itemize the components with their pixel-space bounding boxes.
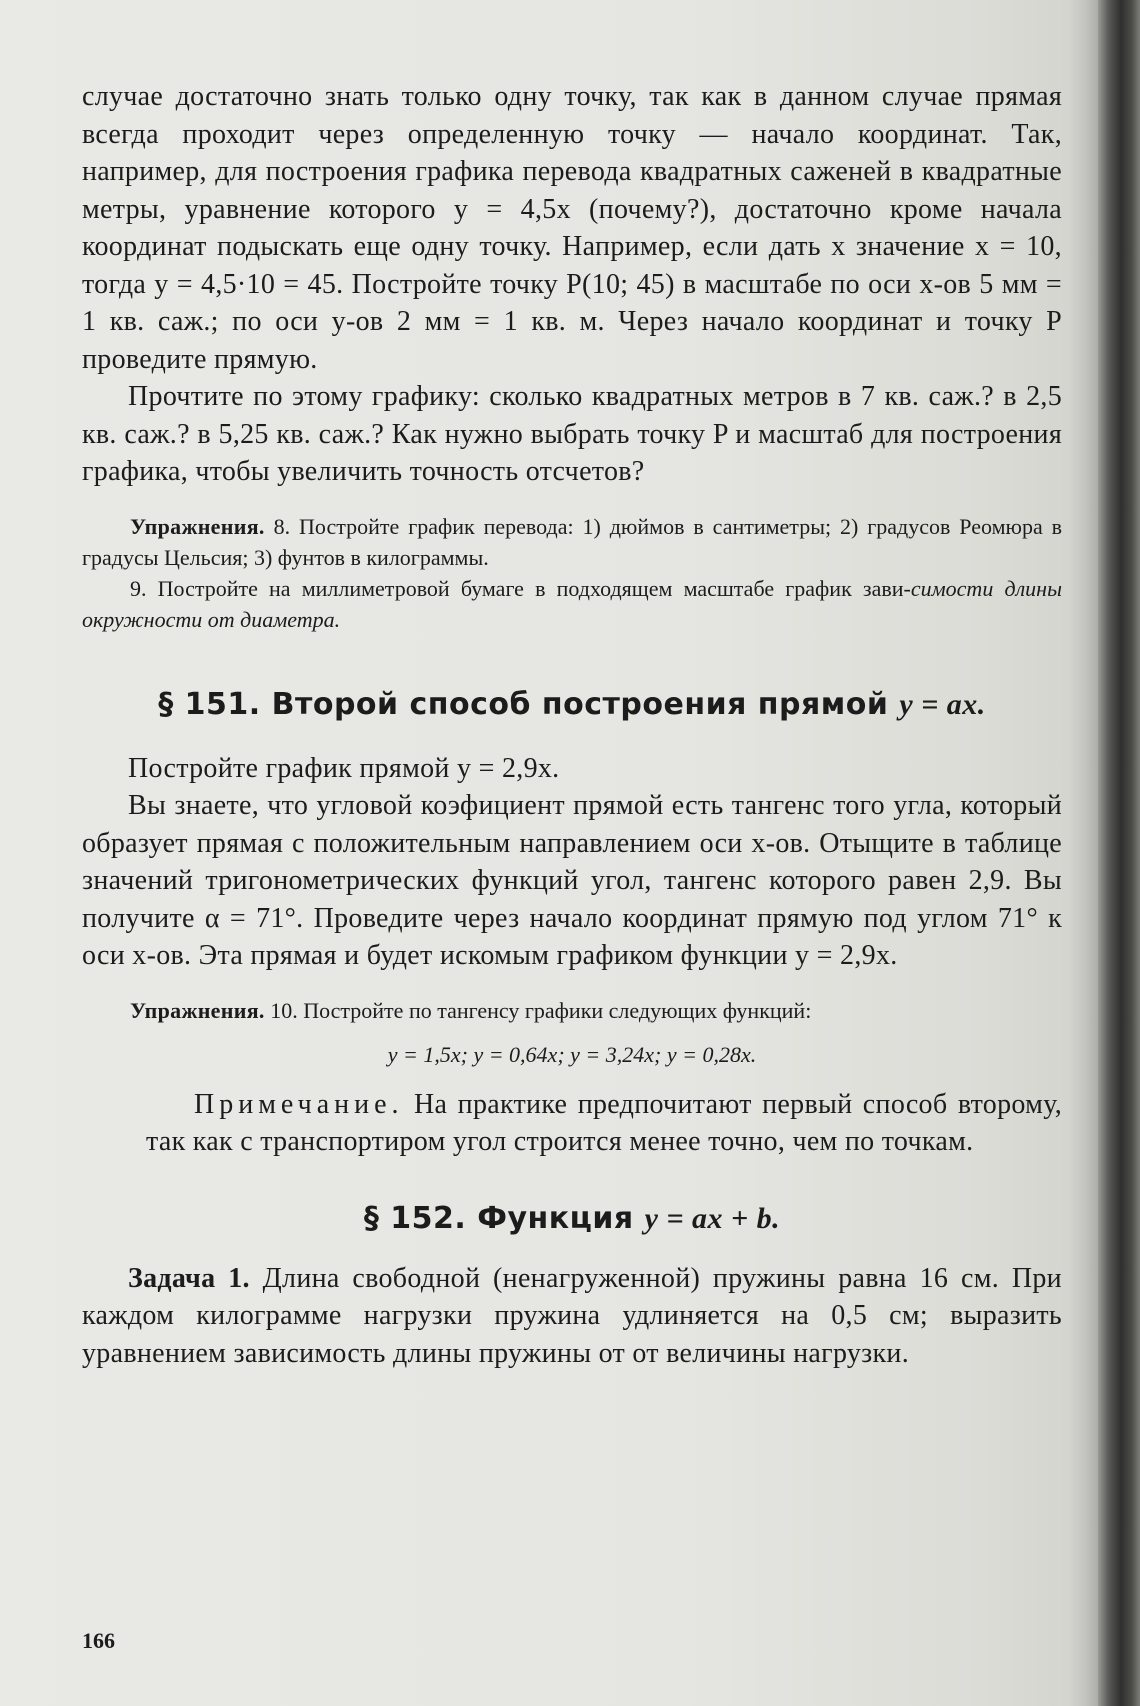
task-1-text: Длина свободной (ненагруженной) пружины равна 16 см. При каждом килограмме нагрузки пружина удлиняется на 0,5 см; выразить уравнением зависимость длины пружины от от величины нагрузки. — [82, 1262, 1062, 1369]
exercise-8-text: 8. Постройте график перевода: 1) дюймов в сантиметры; 2) градусов Реомюра в градусы Цельсия; 3) фунтов в килограммы. — [82, 513, 1063, 570]
section-152-heading — [82, 1201, 1062, 1236]
intro-paragraph-2: Прочтите по этому графику: сколько квадратных метров в 7 кв. саж.? в 2,5 кв. саж.? в 5,25 кв. саж.? Как нужно выбрать точку P и масштаб для построения графика, чтобы увеличить точность отсчетов? — [82, 381, 1062, 487]
intro-paragraph-1: случае достаточно знать только одну точку, так как в данном случае прямая всегда проходит через определенную точку — начало координат. Так, например, для построения графика перевода квадратных саженей в квадратные метры, уравнение которого y = 4,5x (почему?), достаточно кроме начала координат подыскать еще одну точку. Например, если дать x значение x = 10, тогда y = 4,5·10 = 45. Постройте точку P(10; 45) в масштабе по оси x-ов 5 мм = 1 кв. саж.; по оси y-ов 2 мм = 1 кв. м. Через начало координат и точку P проведите прямую. — [82, 81, 1062, 375]
note-text: На практике предпочитают первый способ второму, так как с транспортиром угол строится менее точно, чем по точкам. — [146, 1088, 1062, 1157]
page-number: 166 — [82, 1628, 115, 1653]
section-152-formula: y = ax + b. — [644, 1201, 781, 1235]
section-151-formula: y = ax. — [899, 687, 986, 721]
task-1-paragraph — [82, 1260, 1062, 1373]
note-paragraph — [82, 1086, 1062, 1161]
task-1-label: Задача 1. — [128, 1262, 250, 1294]
exercise-10-text: 10. Постройте по тангенсу графики следующих функций: — [270, 997, 812, 1023]
page-content — [82, 78, 1062, 1372]
exercise-10-formulas: y = 1,5x; y = 0,64x; y = 3,24x; y = 0,28x. — [387, 1041, 757, 1067]
exercise-9-text-start: 9. Постройте на миллиметровой бумаге в подходящем масштабе график зави- — [130, 575, 911, 601]
page-gutter-shadow — [1068, 0, 1098, 1706]
section-151-paragraph-2: Вы знаете, что угловой коэфициент прямой есть тангенс того угла, который образует прямая с положительным направлением оси x-ов. Отыщите в таблице значений тригонометрических функций угол, тангенс которого равен 2,9. Вы получите α = 71°. Проведите через начало координат прямую под углом 71° к оси x-ов. Эта прямая и будет искомым графиком функции y = 2,9x. — [82, 790, 1062, 971]
exercise-9 — [82, 573, 1062, 635]
book-spine — [1098, 0, 1140, 1706]
exercises-block-1 — [82, 511, 1062, 635]
exercises-heading: Упражнения. — [130, 513, 265, 539]
section-152-title: § 152. Функция — [363, 1200, 634, 1236]
exercises-block-2 — [82, 995, 1062, 1068]
section-151-title: § 151. Второй способ построения прямой — [158, 686, 889, 722]
exercise-10 — [82, 995, 1062, 1026]
section-151-paragraph-1: Постройте график прямой y = 2,9x. — [128, 752, 560, 784]
section-151-heading — [82, 687, 1062, 722]
exercise-8 — [82, 511, 1062, 573]
exercises-heading-2: Упражнения. — [130, 997, 265, 1023]
exercise-9-text-end: симости длины окружности от диаметра. — [82, 575, 1062, 632]
note-label: Примечание. — [194, 1088, 404, 1120]
